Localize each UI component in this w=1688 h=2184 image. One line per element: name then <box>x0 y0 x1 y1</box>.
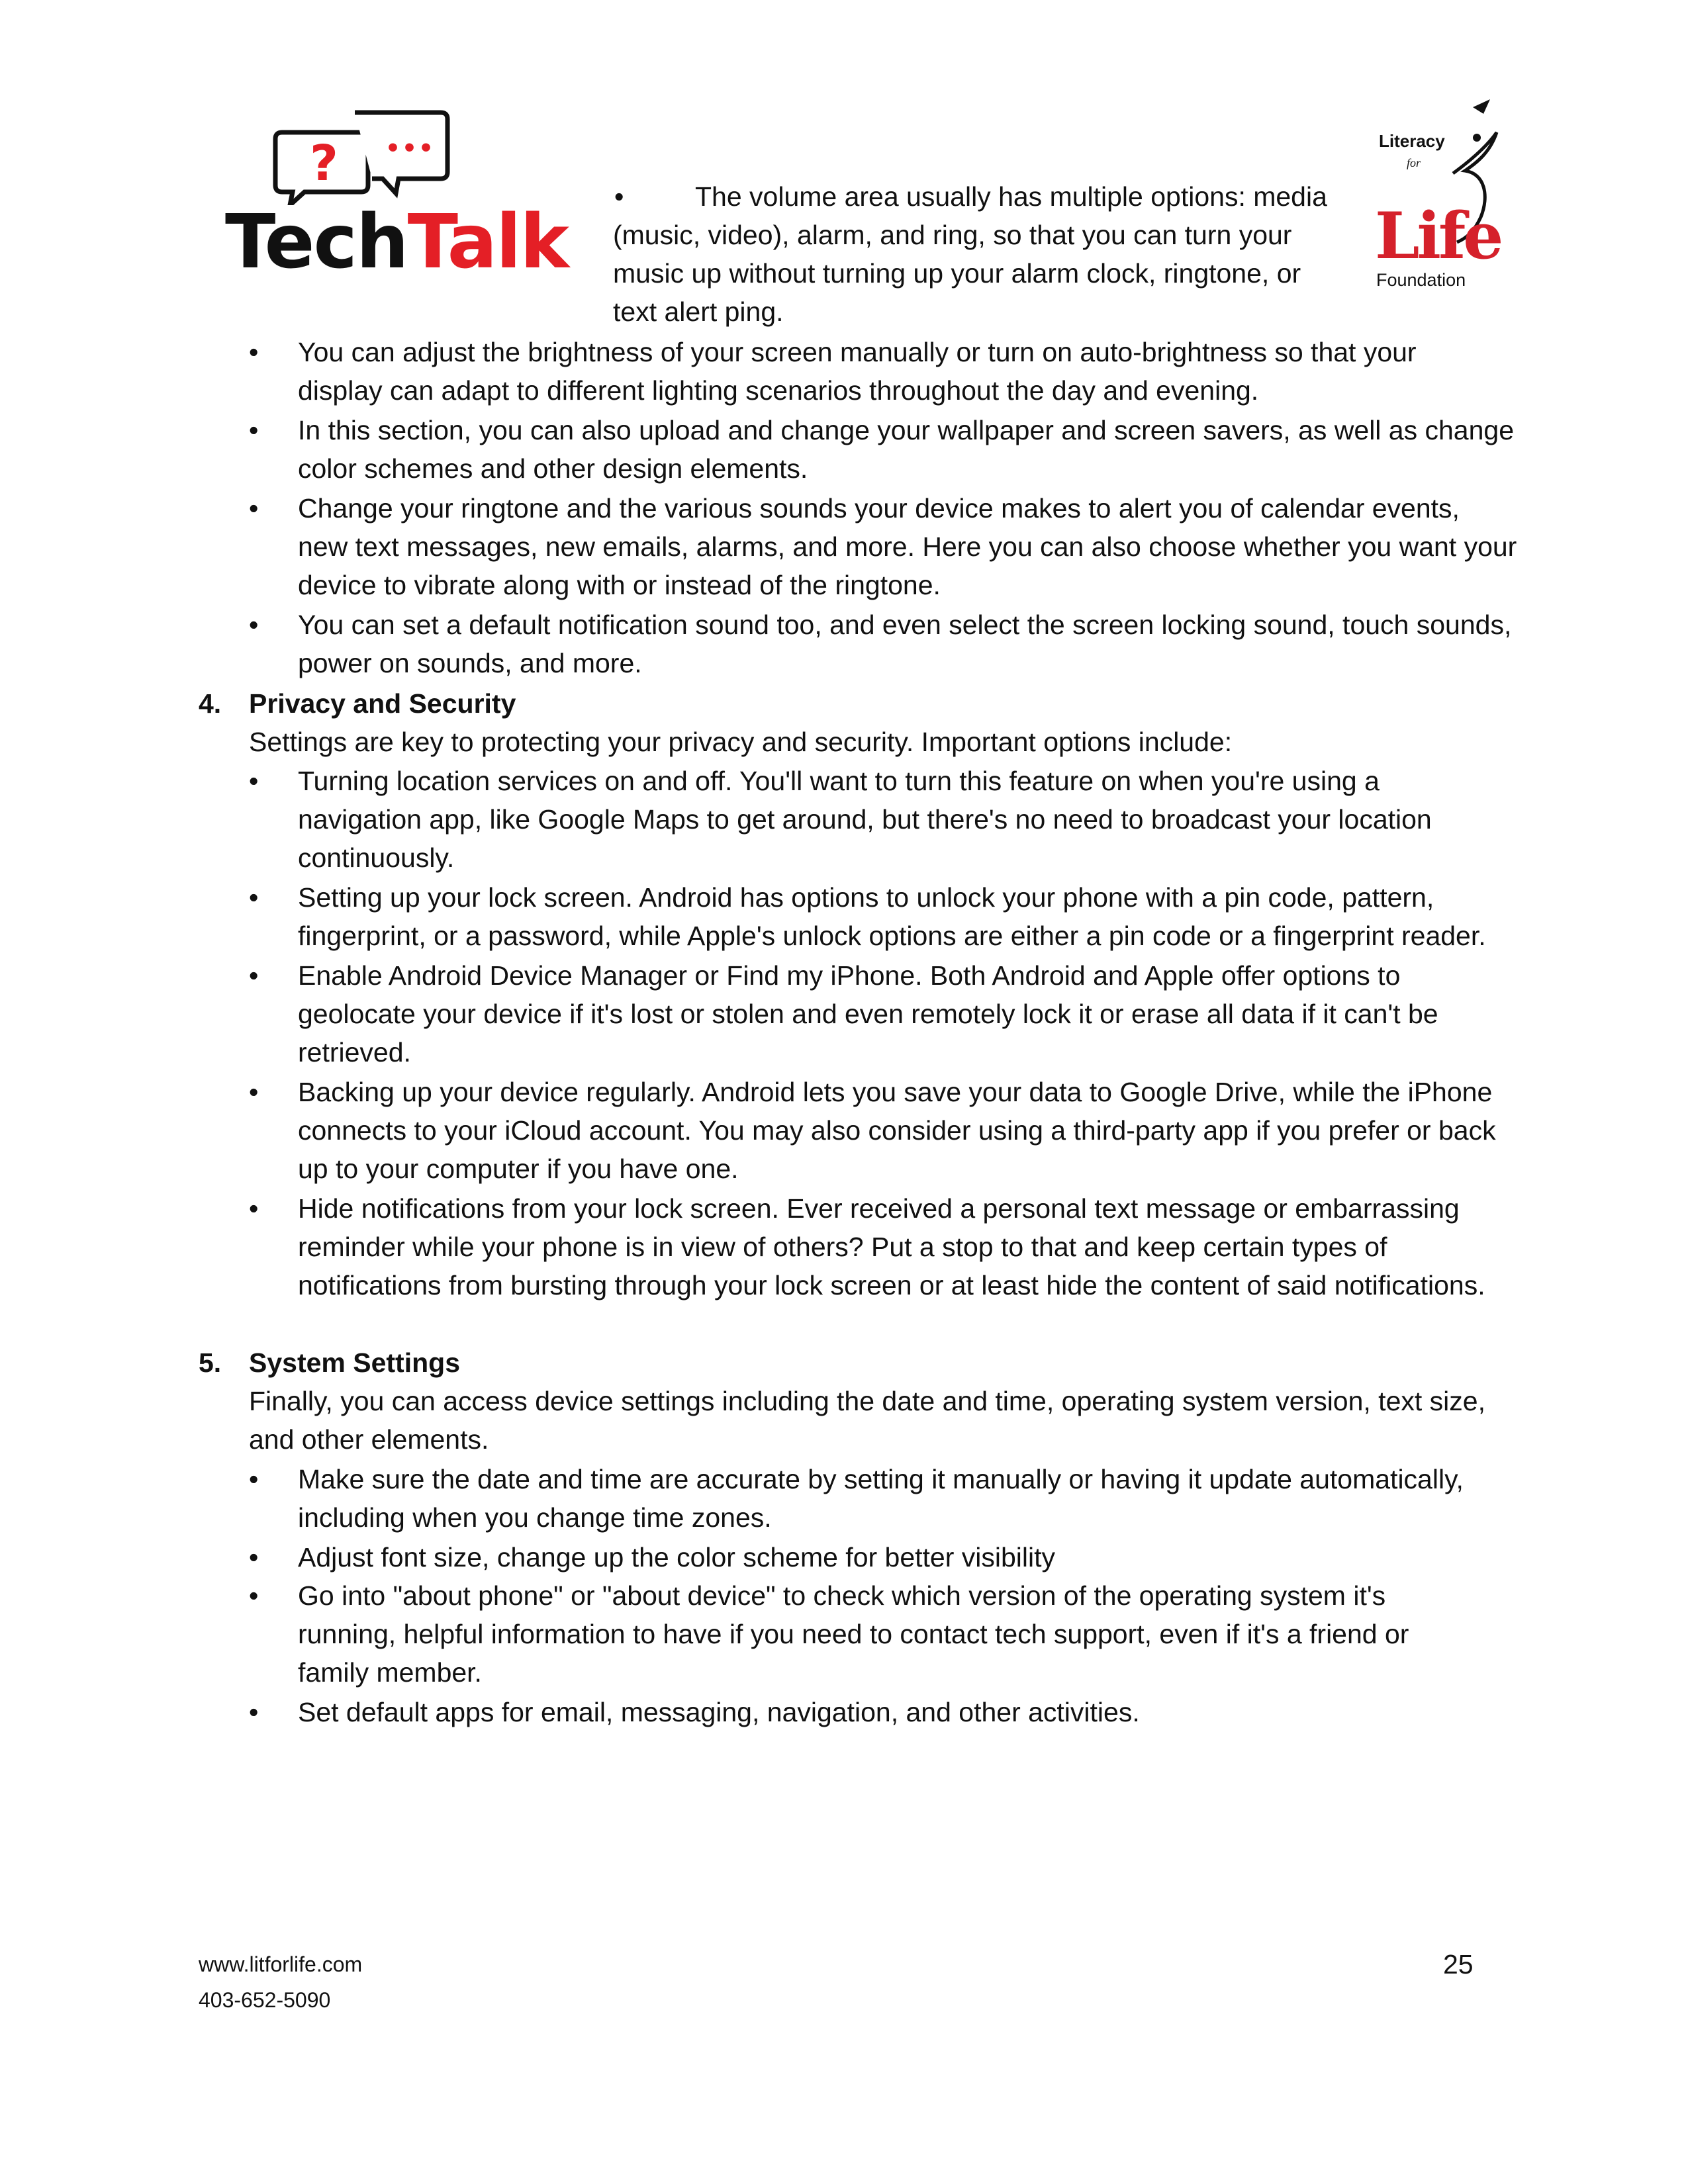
lfl-life-text: Life <box>1375 199 1501 273</box>
lfl-literacy-text: Literacy <box>1379 131 1445 151</box>
bullet-glyph: • <box>249 493 259 523</box>
s4-b4-line-1: Backing up your device regularly. Android lets you save your data to Google Drive, while the iPhone <box>298 1077 1493 1107</box>
section-5-intro-line-1: Finally, you can access device settings including the date and time, operating system version, text size, <box>249 1386 1485 1416</box>
literacy-for-life-logo <box>1374 99 1519 291</box>
section-4-intro: Settings are key to protecting your privacy and security. Important options include: <box>249 727 1233 757</box>
s4-b4-line-3: up to your computer if you have one. <box>298 1154 739 1184</box>
s5-b3-line-2: running, helpful information to have if you need to contact tech support, even if it's a friend or <box>298 1619 1409 1649</box>
s4-b1-line-1: Turning location services on and off. You'll want to turn this feature on when you're using a <box>298 766 1380 796</box>
bullet-glyph: • <box>249 1193 259 1224</box>
lfl-foundation-text: Foundation <box>1376 270 1466 290</box>
bullet-glyph: • <box>614 181 624 212</box>
s5-b4-line-1: Set default apps for email, messaging, navigation, and other activities. <box>298 1697 1140 1727</box>
bullet-glyph: • <box>249 1077 259 1107</box>
s4-b5-line-3: notifications from bursting through your lock screen or at least hide the content of said notifications. <box>298 1270 1485 1300</box>
bullet-glyph: • <box>249 415 259 445</box>
bullet-a4-line-1: You can set a default notification sound too, and even select the screen locking sound, touch sounds, <box>298 610 1512 640</box>
techtalk-wordmark <box>225 199 569 285</box>
section-5-intro-line-2: and other elements. <box>249 1424 489 1455</box>
top-bullet-line-4: text alert ping. <box>613 296 784 327</box>
bullet-glyph: • <box>249 766 259 796</box>
top-bullet-line-1: The volume area usually has multiple options: media <box>695 181 1327 212</box>
bullet-a3-line-3: device to vibrate along with or instead of the ringtone. <box>298 570 941 600</box>
bullet-glyph: • <box>249 337 259 367</box>
wordmark-tech: Tech <box>225 199 408 285</box>
bullet-glyph: • <box>249 1697 259 1727</box>
bullet-glyph: • <box>249 960 259 991</box>
s4-b5-line-2: reminder while your phone is in view of others? Put a stop to that and keep certain types of <box>298 1232 1387 1262</box>
top-bullet-line-3: music up without turning up your alarm clock, ringtone, or <box>613 258 1301 289</box>
s4-b4-line-2: connects to your iCloud account. You may also consider using a third-party app if you prefer or back <box>298 1115 1496 1146</box>
section-5-title: System Settings <box>249 1347 460 1378</box>
section-5-number: 5. <box>199 1347 222 1378</box>
bullet-a3-line-1: Change your ringtone and the various sounds your device makes to alert you of calendar events, <box>298 493 1460 523</box>
s4-b5-line-1: Hide notifications from your lock screen. Ever received a personal text message or embarrassing <box>298 1193 1460 1224</box>
s4-b3-line-3: retrieved. <box>298 1037 411 1068</box>
footer-phone: 403-652-5090 <box>199 1988 331 2012</box>
bullet-a2-line-2: color schemes and other design elements. <box>298 453 808 484</box>
top-bullet-line-2: (music, video), alarm, and ring, so that you can turn your <box>613 220 1292 250</box>
s5-b1-line-1: Make sure the date and time are accurate by setting it manually or having it update automatically, <box>298 1464 1464 1494</box>
bullet-glyph: • <box>249 882 259 913</box>
bullet-a1-line-2: display can adapt to different lighting scenarios throughout the day and evening. <box>298 375 1259 406</box>
page-number: 25 <box>1443 1949 1474 1979</box>
footer-website[interactable]: www.litforlife.com <box>199 1952 363 1976</box>
bullet-glyph: • <box>249 1580 259 1611</box>
ellipsis-glyph: ••• <box>385 135 436 162</box>
bullet-a4-line-2: power on sounds, and more. <box>298 648 642 678</box>
bullet-glyph: • <box>249 610 259 640</box>
s5-b2-line-1: Adjust font size, change up the color scheme for better visibility <box>298 1542 1056 1572</box>
wordmark-talk: Talk <box>407 199 569 285</box>
section-4-title: Privacy and Security <box>249 688 516 719</box>
techtalk-logo <box>225 106 583 298</box>
s5-b3-line-3: family member. <box>298 1657 482 1688</box>
s5-b1-line-2: including when you change time zones. <box>298 1502 772 1533</box>
s4-b2-line-1: Setting up your lock screen. Android has options to unlock your phone with a pin code, pattern, <box>298 882 1434 913</box>
s4-b1-line-2: navigation app, like Google Maps to get around, but there's no need to broadcast your location <box>298 804 1432 835</box>
bullet-glyph: • <box>249 1542 259 1572</box>
bullet-glyph: • <box>249 1464 259 1494</box>
bullet-a1-line-1: You can adjust the brightness of your screen manually or turn on auto-brightness so that your <box>298 337 1417 367</box>
bullet-a2-line-1: In this section, you can also upload and change your wallpaper and screen savers, as well as change <box>298 415 1515 445</box>
s4-b3-line-2: geolocate your device if it's lost or stolen and even remotely lock it or erase all data if it can't be <box>298 999 1438 1029</box>
s4-b1-line-3: continuously. <box>298 842 455 873</box>
speech-bubbles-icon <box>225 106 583 205</box>
s4-b2-line-2: fingerprint, or a password, while Apple's unlock options are either a pin code or a fingerprint reader. <box>298 921 1486 951</box>
section-4-number: 4. <box>199 688 222 719</box>
bullet-a3-line-2: new text messages, new emails, alarms, and more. Here you can also choose whether you want your <box>298 531 1517 562</box>
s5-b3-line-1: Go into "about phone" or "about device" to check which version of the operating system it's <box>298 1580 1386 1611</box>
question-mark-glyph: ? <box>310 135 338 192</box>
s4-b3-line-1: Enable Android Device Manager or Find my iPhone. Both Android and Apple offer options to <box>298 960 1401 991</box>
lfl-for-text: for <box>1407 156 1421 169</box>
